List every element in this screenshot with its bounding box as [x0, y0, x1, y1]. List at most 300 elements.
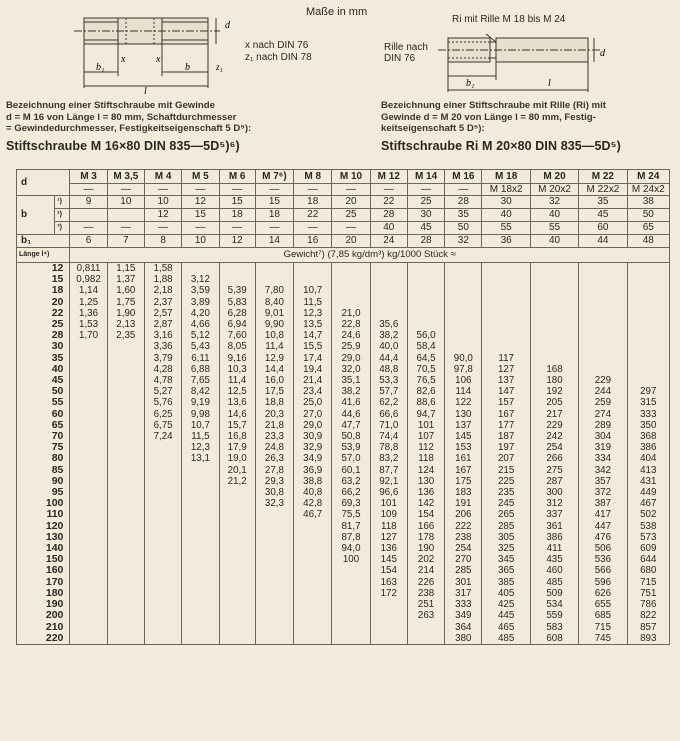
b-value: 50 — [445, 222, 482, 235]
weight-value: 372 — [579, 487, 627, 498]
weight-value: 38,8 — [294, 476, 332, 487]
weight-value: 235 — [482, 487, 530, 498]
weight-value — [182, 532, 219, 543]
weight-value: 11,5 — [182, 431, 219, 442]
weight-value: 4,28 — [144, 364, 181, 375]
weight-value: 5,83 — [219, 297, 255, 308]
weight-value — [107, 341, 144, 352]
weight-value — [219, 532, 255, 543]
weight-value: 35,6 — [370, 319, 407, 330]
weight-value — [107, 386, 144, 397]
weight-value — [144, 543, 181, 554]
weight-value — [107, 453, 144, 464]
weight-value — [107, 487, 144, 498]
fig2-label-b1: b₁ — [466, 78, 475, 89]
weight-value: 361 — [530, 521, 578, 532]
weight-value — [482, 308, 530, 319]
weight-value: 2,13 — [107, 319, 144, 330]
fig2-label-d: d — [600, 48, 605, 59]
b-value — [107, 209, 144, 222]
b-value: 12 — [182, 196, 219, 209]
weight-value: 46,7 — [294, 509, 332, 520]
b1-value: 32 — [445, 235, 482, 248]
weight-value — [370, 285, 407, 296]
weight-value: 35,1 — [332, 375, 370, 386]
weight-value: 17,5 — [255, 386, 293, 397]
weight-value: 431 — [627, 476, 669, 487]
weight-value: 608 — [530, 633, 578, 645]
b-value: 12 — [144, 209, 181, 222]
weight-value — [482, 297, 530, 308]
weight-value: 365 — [482, 565, 530, 576]
weight-value — [445, 330, 482, 341]
weight-value: 342 — [579, 465, 627, 476]
weight-value — [107, 409, 144, 420]
weight-value — [219, 543, 255, 554]
weight-value — [627, 308, 669, 319]
weight-value: 4,78 — [144, 375, 181, 386]
weight-value: 16,8 — [219, 431, 255, 442]
weight-value: 583 — [530, 622, 578, 633]
weight-value: 425 — [482, 599, 530, 610]
designation-left-line3: = Gewindedurchmesser, Festigkeitseigenschaft 5 D⁵): — [6, 123, 252, 134]
weight-value — [294, 599, 332, 610]
weight-value — [370, 274, 407, 285]
weight-value: 41,6 — [332, 397, 370, 408]
b-value: 18 — [294, 196, 332, 209]
weight-value: 97,8 — [445, 364, 482, 375]
weight-value — [445, 274, 482, 285]
weight-value: 24,8 — [255, 442, 293, 453]
weight-value: 197 — [482, 442, 530, 453]
weight-value: 172 — [370, 588, 407, 599]
b-value: 55 — [530, 222, 578, 235]
weight-value: 715 — [579, 622, 627, 633]
weight-value: 145 — [370, 554, 407, 565]
weight-value — [70, 577, 107, 588]
weight-value — [219, 633, 255, 645]
weight-value — [332, 633, 370, 645]
b1-value: 28 — [407, 235, 444, 248]
weight-value: 25,9 — [332, 341, 370, 352]
weight-value: 786 — [627, 599, 669, 610]
weight-value — [107, 442, 144, 453]
weight-row — [17, 397, 670, 408]
fig1-label-l: l — [144, 86, 147, 96]
weight-value: 334 — [579, 453, 627, 464]
weight-value — [219, 588, 255, 599]
weight-value — [255, 622, 293, 633]
weight-value: 644 — [627, 554, 669, 565]
b-value: 40 — [530, 209, 578, 222]
b-value: 25 — [332, 209, 370, 222]
weight-value — [144, 633, 181, 645]
weight-value: 8,42 — [182, 386, 219, 397]
stud-bolt-groove-drawing — [430, 30, 620, 96]
length-value: 100 — [17, 498, 70, 509]
weight-value: 715 — [627, 577, 669, 588]
b-value: 55 — [482, 222, 530, 235]
weight-value — [144, 442, 181, 453]
weight-value — [182, 633, 219, 645]
weight-value: 6,11 — [182, 353, 219, 364]
weight-value — [144, 577, 181, 588]
weight-value — [144, 599, 181, 610]
weight-value: 44,6 — [332, 409, 370, 420]
length-value: 170 — [17, 577, 70, 588]
weight-value: 87,8 — [332, 532, 370, 543]
weight-value: 70,5 — [407, 364, 444, 375]
weight-value — [144, 453, 181, 464]
weight-value: 112 — [407, 442, 444, 453]
weight-value: 14,6 — [219, 409, 255, 420]
weight-value — [530, 319, 578, 330]
b-value: 30 — [482, 196, 530, 209]
weight-value — [579, 263, 627, 275]
b-value: — — [219, 222, 255, 235]
weight-value: 5,43 — [182, 341, 219, 352]
weight-value — [182, 610, 219, 621]
weight-value: 127 — [482, 364, 530, 375]
weight-value: 225 — [482, 476, 530, 487]
weight-value: 137 — [445, 420, 482, 431]
weight-value: 118 — [407, 453, 444, 464]
weight-value — [70, 353, 107, 364]
weight-value: 81,7 — [332, 521, 370, 532]
weight-value — [182, 263, 219, 275]
weight-row — [17, 420, 670, 431]
weight-value: 404 — [627, 453, 669, 464]
weight-value: 3,12 — [182, 274, 219, 285]
weight-value — [332, 599, 370, 610]
weight-value — [219, 274, 255, 285]
b1-value: 48 — [627, 235, 669, 248]
weight-value: 1,60 — [107, 285, 144, 296]
length-value: 85 — [17, 465, 70, 476]
header-size-fine: — — [219, 184, 255, 196]
length-value: 55 — [17, 397, 70, 408]
b-value: — — [182, 222, 219, 235]
weight-value: 136 — [407, 487, 444, 498]
weight-value: 242 — [530, 431, 578, 442]
weight-value: 229 — [530, 420, 578, 431]
weight-row — [17, 588, 670, 599]
weight-value: 745 — [579, 633, 627, 645]
weight-value — [107, 498, 144, 509]
weight-value — [294, 577, 332, 588]
weight-value — [482, 263, 530, 275]
header-size: M 12 — [370, 170, 407, 184]
weight-value: 5,76 — [144, 397, 181, 408]
weight-value: 147 — [482, 386, 530, 397]
fig1-label-x-left: x — [121, 54, 126, 65]
weight-value — [219, 599, 255, 610]
weight-value: 2,57 — [144, 308, 181, 319]
weight-value: 447 — [579, 521, 627, 532]
weight-value — [70, 599, 107, 610]
weight-value: 7,24 — [144, 431, 181, 442]
weight-value: 215 — [482, 465, 530, 476]
header-size-fine: — — [144, 184, 181, 196]
weight-value: 32,0 — [332, 364, 370, 375]
weight-value — [182, 543, 219, 554]
weight-value — [219, 509, 255, 520]
b-value: — — [107, 222, 144, 235]
weight-row — [17, 297, 670, 308]
weight-value — [255, 554, 293, 565]
weight-value: 380 — [445, 633, 482, 645]
weight-value — [144, 509, 181, 520]
weight-value — [144, 622, 181, 633]
b-value: — — [70, 222, 107, 235]
weight-value — [107, 532, 144, 543]
b-value: 10 — [144, 196, 181, 209]
b-footnote: ³) — [55, 222, 70, 235]
weight-value: 20,1 — [219, 465, 255, 476]
header-size-fine: — — [407, 184, 444, 196]
weight-value — [332, 622, 370, 633]
weight-value — [370, 599, 407, 610]
weight-value — [70, 521, 107, 532]
weight-row — [17, 633, 670, 645]
weight-value: 23,4 — [294, 386, 332, 397]
b1-value: 44 — [579, 235, 627, 248]
weight-value: 94,0 — [332, 543, 370, 554]
weight-value: 11,4 — [255, 341, 293, 352]
weight-value — [107, 431, 144, 442]
designation-right-line1: Bezeichnung einer Stiftschraube mit Rille (Ri) mit — [381, 100, 606, 111]
weight-value: 1,37 — [107, 274, 144, 285]
weight-value: 36,9 — [294, 465, 332, 476]
weight-value — [255, 543, 293, 554]
weight-value: 13,5 — [294, 319, 332, 330]
weight-value — [107, 364, 144, 375]
weight-value: 27,0 — [294, 409, 332, 420]
weight-value: 88,6 — [407, 397, 444, 408]
weight-value — [255, 263, 293, 275]
weight-value — [370, 633, 407, 645]
weight-value: 27,8 — [255, 465, 293, 476]
header-size-fine: — — [255, 184, 293, 196]
b-value — [70, 209, 107, 222]
b-value: 25 — [407, 196, 444, 209]
weight-value: 1,15 — [107, 263, 144, 275]
weight-value: 38,2 — [370, 330, 407, 341]
weight-value: 596 — [579, 577, 627, 588]
weight-value: 40,0 — [370, 341, 407, 352]
weight-value: 10,3 — [219, 364, 255, 375]
b-row — [17, 196, 670, 209]
header-size-fine: — — [107, 184, 144, 196]
weight-value: 265 — [482, 509, 530, 520]
weight-value: 29,0 — [332, 353, 370, 364]
b1-value: 8 — [144, 235, 181, 248]
length-value: 75 — [17, 442, 70, 453]
weight-value — [144, 498, 181, 509]
weight-value — [219, 622, 255, 633]
weight-value: 187 — [482, 431, 530, 442]
weight-value: 78,8 — [370, 442, 407, 453]
weight-value: 17,9 — [219, 442, 255, 453]
weight-value: 32,3 — [255, 498, 293, 509]
weight-value — [70, 442, 107, 453]
weight-value: 3,79 — [144, 353, 181, 364]
weight-value — [255, 610, 293, 621]
weight-value: 5,27 — [144, 386, 181, 397]
weight-value — [182, 521, 219, 532]
page-title: Maße in mm — [306, 6, 368, 18]
b-value: — — [294, 222, 332, 235]
weight-value — [182, 588, 219, 599]
weight-value — [144, 532, 181, 543]
weight-value — [107, 397, 144, 408]
weight-value: 177 — [482, 420, 530, 431]
weight-value: 9,16 — [219, 353, 255, 364]
weight-value — [182, 622, 219, 633]
weight-value: 64,5 — [407, 353, 444, 364]
weight-value — [255, 532, 293, 543]
fig1-label-d: d — [225, 20, 230, 31]
weight-value — [482, 319, 530, 330]
weight-value: 32,9 — [294, 442, 332, 453]
weight-value — [407, 633, 444, 645]
weight-value — [219, 487, 255, 498]
weight-value: 183 — [445, 487, 482, 498]
weight-value: 5,39 — [219, 285, 255, 296]
weight-value: 445 — [482, 610, 530, 621]
b-value: 40 — [370, 222, 407, 235]
weight-value — [144, 465, 181, 476]
weight-value: 9,98 — [182, 409, 219, 420]
weight-value — [627, 375, 669, 386]
weight-value: 15,7 — [219, 420, 255, 431]
header-d-label: d — [17, 170, 70, 196]
weight-value: 82,6 — [407, 386, 444, 397]
weight-row — [17, 554, 670, 565]
fig1-label-x-right: x — [156, 54, 161, 65]
length-value: 80 — [17, 453, 70, 464]
weight-value — [294, 263, 332, 275]
weight-value: 7,80 — [255, 285, 293, 296]
weight-value: 29,3 — [255, 476, 293, 487]
weight-value: 319 — [579, 442, 627, 453]
weight-value: 300 — [530, 487, 578, 498]
weight-value — [70, 498, 107, 509]
weight-row — [17, 487, 670, 498]
b-value: 35 — [445, 209, 482, 222]
weight-value: 386 — [530, 532, 578, 543]
weight-value: 24,6 — [332, 330, 370, 341]
header-size: M 22 — [579, 170, 627, 184]
weight-value: 69,3 — [332, 498, 370, 509]
weight-value — [407, 285, 444, 296]
b-value: 28 — [445, 196, 482, 209]
weight-value: 534 — [530, 599, 578, 610]
weight-value — [294, 622, 332, 633]
weight-value: 7,60 — [219, 330, 255, 341]
weight-value: 349 — [445, 610, 482, 621]
designation-left-line2: d = M 16 von Länge l = 80 mm, Schaftdurchmesser — [6, 111, 237, 123]
weight-value — [530, 285, 578, 296]
header-size-fine: M 18x2 — [482, 184, 530, 196]
weight-value: 29,0 — [294, 420, 332, 431]
weight-value: 6,94 — [219, 319, 255, 330]
header-size: M 18 — [482, 170, 530, 184]
b-label: b — [17, 196, 55, 235]
weight-value: 48,8 — [370, 364, 407, 375]
weight-value: 42,8 — [294, 498, 332, 509]
weight-value: 1,75 — [107, 297, 144, 308]
weight-value: 83,2 — [370, 453, 407, 464]
weight-value: 180 — [530, 375, 578, 386]
weight-value: 251 — [407, 599, 444, 610]
weight-value: 285 — [482, 521, 530, 532]
designation-left-line1: Bezeichnung einer Stiftschraube mit Gewinde — [6, 100, 215, 111]
weight-value — [482, 274, 530, 285]
b-value: 15 — [219, 196, 255, 209]
length-caption-row — [17, 248, 670, 263]
weight-value: 263 — [407, 610, 444, 621]
weight-value — [530, 330, 578, 341]
b-value: 18 — [219, 209, 255, 222]
weight-value: 127 — [370, 532, 407, 543]
header-size-fine: — — [445, 184, 482, 196]
weight-value — [107, 543, 144, 554]
length-value: 28 — [17, 330, 70, 341]
weight-value — [219, 565, 255, 576]
b1-label: b₁ — [17, 235, 70, 248]
weight-value: 317 — [445, 588, 482, 599]
weight-value: 20,3 — [255, 409, 293, 420]
header-size: M 8 — [294, 170, 332, 184]
weight-value — [107, 476, 144, 487]
weight-value — [482, 285, 530, 296]
weight-value — [332, 588, 370, 599]
weight-value — [219, 263, 255, 275]
weight-value: 166 — [407, 521, 444, 532]
weight-value: 96,6 — [370, 487, 407, 498]
weight-value — [294, 554, 332, 565]
weight-value — [530, 274, 578, 285]
designation-right-line3: keitseigenschaft 5 D⁵): — [381, 123, 485, 134]
weight-value: 12,9 — [255, 353, 293, 364]
weight-value: 449 — [627, 487, 669, 498]
weight-value: 506 — [579, 543, 627, 554]
b-value: 18 — [255, 209, 293, 222]
weight-value: 655 — [579, 599, 627, 610]
weight-value: 1,88 — [144, 274, 181, 285]
weight-value — [107, 509, 144, 520]
weight-value — [407, 319, 444, 330]
length-value: 45 — [17, 375, 70, 386]
weight-value: 30,9 — [294, 431, 332, 442]
weight-value: 297 — [627, 386, 669, 397]
weight-value: 2,35 — [107, 330, 144, 341]
weight-value — [70, 509, 107, 520]
weight-value — [182, 554, 219, 565]
weight-value: 357 — [579, 476, 627, 487]
weight-value — [255, 599, 293, 610]
weight-value — [107, 554, 144, 565]
weight-value — [219, 498, 255, 509]
length-value: 190 — [17, 599, 70, 610]
weight-value — [107, 565, 144, 576]
weight-value: 10,7 — [182, 420, 219, 431]
weight-value: 7,65 — [182, 375, 219, 386]
b1-value: 20 — [332, 235, 370, 248]
rille-note-line2: DIN 76 — [384, 53, 416, 64]
length-value: 150 — [17, 554, 70, 565]
